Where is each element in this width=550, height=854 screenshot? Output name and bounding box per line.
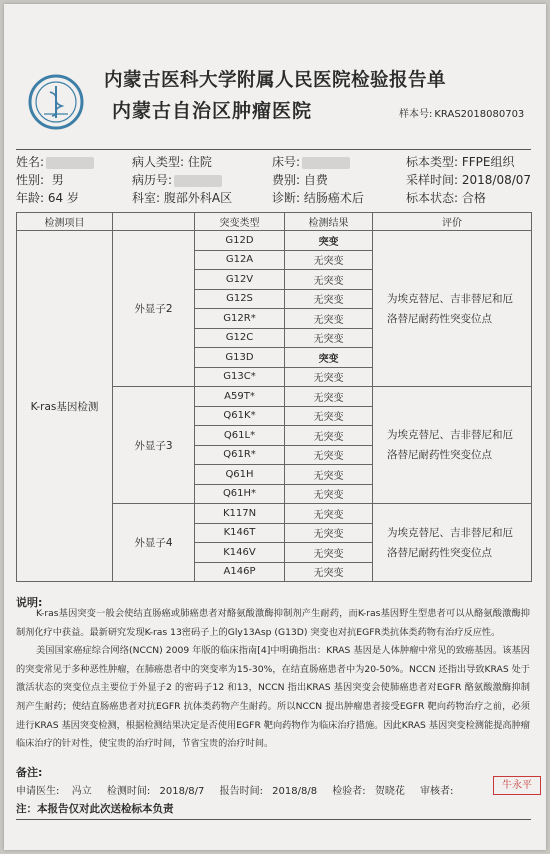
result-cell: 无突变 xyxy=(285,484,373,504)
mutation-type-cell: A59T* xyxy=(195,387,285,407)
result-cell: 无突变 xyxy=(285,406,373,426)
exon-cell: 外显子2 xyxy=(113,231,195,387)
header-evaluation: 评价 xyxy=(373,213,532,231)
evaluation-cell: 为埃克替尼、吉非替尼和厄洛替尼耐药性突变位点 xyxy=(373,231,532,387)
result-cell: 无突变 xyxy=(285,309,373,329)
result-cell: 突变 xyxy=(285,231,373,251)
table-row xyxy=(17,231,532,251)
age-field: 年龄: 64 岁 xyxy=(16,191,79,205)
notes-paragraph-2: 美国国家癌症综合网络(NCCN) 2009 年版的临床指南[4]中明确指出：KRAS 基因是人体肿瘤中常见的致癌基因。该基因的突变常见于多种恶性肿瘤，在肺癌患者中的突变率为15-30%，在结直肠癌患者中为20-50%。NCCN 还指出导致KRAS 处于激活状态的突变位点主要位于外显子2 的密码子12 和13，NCCN 指出KRAS 基因突变会使肺癌患者对EGFR 酪氨酸激酶抑制剂产生耐药；使结直肠癌患者对抗EGFR 抗体类药物产生耐药。所以NCCN 提出肿瘤患者接受EGFR 靶向药物治疗之前，必须进行KRAS 基因突变检测，根据检测结果决定是否使用EGFR 靶向药物作为临床治疗措施。因此KRAS 基因突变检测能提高肿瘤临床治疗的针对性，使宝贵的治疗时间，节省宝贵的治疗时间。 xyxy=(16,645,530,750)
hospital-title: 内蒙古医科大学附属人民医院检验报告单 xyxy=(103,70,446,91)
sample-number-label: 样本号: xyxy=(399,109,433,120)
table-header-row xyxy=(17,213,532,231)
collect-time-field: 采样时间: 2018/08/07 xyxy=(406,173,532,187)
mutation-type-cell: Q61H xyxy=(195,465,285,485)
specimen-type-field: 标本类型: FFPE组织 xyxy=(406,155,515,169)
result-cell: 无突变 xyxy=(285,445,373,465)
header-result: 检测结果 xyxy=(285,213,373,231)
mutation-type-cell: G12C xyxy=(195,328,285,348)
gender-field: 性别: 男 xyxy=(16,173,64,187)
sample-number-value: KRAS2018080703 xyxy=(434,109,525,120)
result-cell: 突变 xyxy=(285,348,373,368)
fee-field: 费别: 自费 xyxy=(272,173,328,187)
exon-cell: 外显子3 xyxy=(113,387,195,504)
mutation-type-cell: G13D xyxy=(195,348,285,368)
evaluation-cell: 为埃克替尼、吉非替尼和厄洛替尼耐药性突变位点 xyxy=(373,387,532,504)
report-sheet xyxy=(4,4,546,850)
diagnosis-field: 诊断: 结肠癌术后 xyxy=(272,191,364,205)
tester-name: 贺晓花 xyxy=(374,786,405,797)
result-cell: 无突变 xyxy=(285,562,373,582)
mutation-type-cell: K146T xyxy=(195,523,285,543)
specimen-state-field: 标本状态: 合格 xyxy=(406,191,486,205)
result-cell: 无突变 xyxy=(285,328,373,348)
mutation-type-cell: Q61L* xyxy=(195,426,285,446)
mutation-type-cell: K146V xyxy=(195,543,285,563)
name-field: 姓名: xyxy=(16,153,94,170)
result-cell: 无突变 xyxy=(285,504,373,524)
header-mutation-type: 突变类型 xyxy=(195,213,285,231)
footer-rule xyxy=(16,819,531,820)
bed-field: 床号: xyxy=(272,153,350,170)
mutation-type-cell: G12D xyxy=(195,231,285,251)
mutation-type-cell: Q61R* xyxy=(195,445,285,465)
mutation-type-cell: G12A xyxy=(195,250,285,270)
result-cell: 无突变 xyxy=(285,426,373,446)
mutation-type-cell: G12S xyxy=(195,289,285,309)
record-redacted xyxy=(174,175,222,187)
department-field: 科室: 腹部外科A区 xyxy=(132,191,233,205)
evaluation-cell: 为埃克替尼、吉非替尼和厄洛替尼耐药性突变位点 xyxy=(373,504,532,582)
report-time: 2018/8/8 xyxy=(272,786,318,797)
notes-body xyxy=(16,605,530,754)
patient-type-field: 病人类型: 住院 xyxy=(132,155,212,169)
result-cell: 无突变 xyxy=(285,289,373,309)
test-time: 2018/8/7 xyxy=(159,786,205,797)
reviewer-label: 审核者: xyxy=(420,786,454,797)
bed-redacted xyxy=(302,157,350,169)
result-cell: 无突变 xyxy=(285,543,373,563)
mutation-type-cell: A146P xyxy=(195,562,285,582)
result-cell: 无突变 xyxy=(285,523,373,543)
test-item-cell: K-ras基因检测 xyxy=(17,231,113,582)
mutation-type-cell: G12V xyxy=(195,270,285,290)
header-rule xyxy=(16,149,531,150)
signature-line: 申请医生: 冯立 检测时间: 2018/8/7 报告时间: 2018/8/8 检验者: 贺晓花 审核者: xyxy=(16,786,454,797)
result-cell: 无突变 xyxy=(285,367,373,387)
mutation-type-cell: Q61H* xyxy=(195,484,285,504)
hospital-subtitle: 内蒙古自治区肿瘤医院 xyxy=(112,100,313,122)
record-number-field: 病历号: xyxy=(132,171,222,188)
sample-number xyxy=(399,105,524,120)
reviewer-signature-stamp: 牛永平 xyxy=(493,776,541,795)
mutation-type-cell: Q61K* xyxy=(195,406,285,426)
exon-cell: 外显子4 xyxy=(113,504,195,582)
result-cell: 无突变 xyxy=(285,270,373,290)
result-cell: 无突变 xyxy=(285,465,373,485)
remark-label: 备注: xyxy=(16,766,43,779)
header-test-item: 检测项目 xyxy=(17,213,113,231)
mutation-type-cell: G13C* xyxy=(195,367,285,387)
result-cell: 无突变 xyxy=(285,250,373,270)
mutation-type-cell: G12R* xyxy=(195,309,285,329)
results-table xyxy=(16,212,532,582)
name-redacted xyxy=(46,157,94,169)
notes-title: 说明: xyxy=(16,596,43,609)
mutation-type-cell: K117N xyxy=(195,504,285,524)
header-exon xyxy=(113,213,195,231)
result-cell: 无突变 xyxy=(285,387,373,407)
disclaimer: 注：本报告仅对此次送检标本负责 xyxy=(16,803,174,815)
doctor-name: 冯立 xyxy=(71,786,92,797)
notes-paragraph-1: K-ras基因突变一般会使结直肠癌或肺癌患者对酪氨酸激酶抑制剂产生耐药，而K-ras基因野生型患者可以从酪氨酸激酶抑制剂化疗中获益。最新研究发现K-ras 13密码子上的Gly13Asp (G13D) 突变也对抗EGFR类抗体类药物有治疗反应性。 xyxy=(16,608,530,638)
